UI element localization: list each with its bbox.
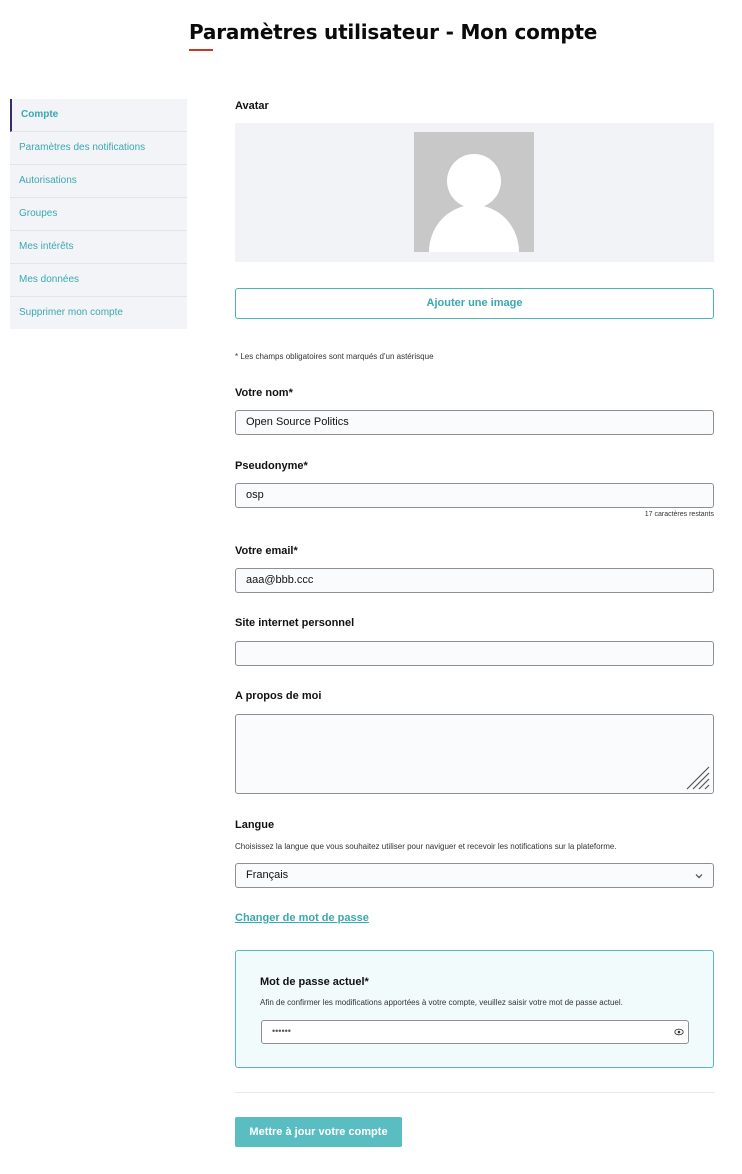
form-divider: [235, 1092, 714, 1093]
sidebar-item-autorisations[interactable]: Autorisations: [10, 165, 187, 198]
sidebar-nav: [10, 99, 187, 329]
resize-handle-icon[interactable]: [685, 765, 711, 791]
change-password-link[interactable]: Changer de mot de passe: [235, 912, 369, 924]
language-select[interactable]: [235, 863, 714, 888]
nickname-input[interactable]: osp: [235, 483, 714, 508]
sidebar-item-donnees[interactable]: Mes données: [10, 264, 187, 297]
avatar-preview: [235, 123, 714, 262]
about-label: A propos de moi: [235, 690, 322, 702]
website-input[interactable]: [235, 641, 714, 666]
eye-icon[interactable]: [674, 1028, 684, 1036]
language-help: Choisissez la langue que vous souhaitez utiliser pour naviguer et recevoir les notifications sur la plateforme.: [235, 842, 617, 851]
language-label: Langue: [235, 819, 275, 831]
email-label: Votre email*: [235, 545, 298, 557]
sidebar-item-compte[interactable]: Compte: [10, 99, 187, 132]
sidebar-item-groupes[interactable]: Groupes: [10, 198, 187, 231]
current-password-value: ••••••: [272, 1026, 291, 1036]
website-label: Site internet personnel: [235, 617, 355, 629]
avatar-placeholder-icon: [414, 132, 534, 252]
current-password-label: Mot de passe actuel*: [260, 976, 369, 988]
sidebar-item-interets[interactable]: Mes intérêts: [10, 231, 187, 264]
page-title: Paramètres utilisateur - Mon compte: [189, 20, 598, 44]
chevron-down-icon: [694, 871, 704, 881]
sidebar-item-notifications[interactable]: Paramètres des notifications: [10, 132, 187, 165]
current-password-help: Afin de confirmer les modifications apportées à votre compte, veuillez saisir votre mot de passe actuel.: [260, 998, 623, 1007]
update-account-button[interactable]: Mettre à jour votre compte: [235, 1117, 402, 1147]
current-password-panel: [235, 950, 714, 1068]
email-input[interactable]: aaa@bbb.ccc: [235, 568, 714, 593]
nickname-label: Pseudonyme*: [235, 460, 308, 472]
nickname-char-counter: 17 caractères restants: [644, 511, 714, 518]
name-input[interactable]: Open Source Politics: [235, 410, 714, 435]
name-label: Votre nom*: [235, 387, 293, 399]
language-selected-value: Français: [246, 869, 289, 881]
current-password-input[interactable]: [261, 1020, 689, 1044]
sidebar-item-supprimer[interactable]: Supprimer mon compte: [19, 307, 123, 318]
title-underline: [189, 49, 213, 51]
add-image-button[interactable]: Ajouter une image: [235, 288, 714, 319]
required-note: * Les champs obligatoires sont marqués d'un astérisque: [235, 352, 434, 361]
avatar-label: Avatar: [235, 100, 269, 112]
about-textarea[interactable]: [235, 714, 714, 794]
